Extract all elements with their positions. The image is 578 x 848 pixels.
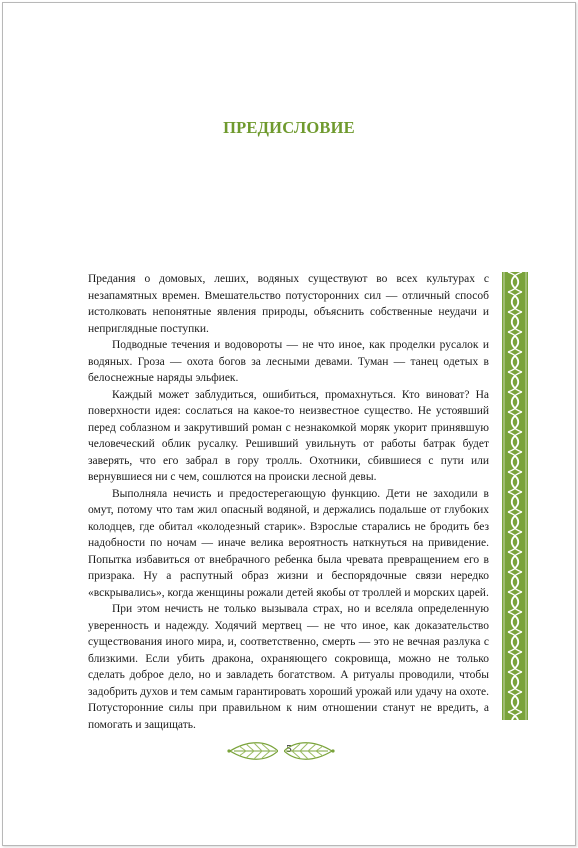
page-number: 5 bbox=[286, 743, 292, 755]
paragraph: При этом нечисть не только вызывала страх, но и вселяла определенную уверенность и надежду. Ходячий мертвец — не что иное, как доказательство существования иного мира, и, соответственно, смерть — это не вечная разлука с близкими. Если убить дракона, охраняющего сокровища, можно не только сделать доброе дело, но и завладеть богатством. А ритуалы проводили, чтобы задобрить духов и тем самым гарантировать хороший урожай или удачу на охоте. Потусторонние силы при правильном к ним отношении станут не вредить, а помогать и защищать. bbox=[88, 603, 489, 731]
paragraph: Выполняла нечисть и предостерегающую функцию. Дети не заходили в омут, потому что там жил опасный водяной, и держались подальше от глубоких колодцев, где обитал «колодезный старик». Взрослые старались не бродить без надобности по ночам — иначе велика вероятность наткнуться на привидение. Попытка избавиться от внебрачного ребенка была чревата превращением его в призрака. Ну а распутный образ жизни и беспорядочные связи нередко «вскрывались», когда женщины рожали детей якобы от троллей и морских царей. bbox=[88, 487, 489, 599]
page-title: ПРЕДИСЛОВИЕ bbox=[223, 118, 355, 137]
paragraph: Каждый может заблудиться, ошибиться, промахнуться. Кто виноват? На поверхности идея: сослаться на какое-то неизвестное существо. Не устоявший перед соблазном и закрутивший роман с незнакомкой моряк укорит принявшую человеческий облик русалку. Решивший увильнуть от работы батрак будет заверять, что его забрал в гору тролль. Охотники, сбившиеся с пути или вернувшиеся ни с чем, сошлются на происки лесной девы. bbox=[88, 388, 489, 483]
body-text bbox=[88, 271, 489, 733]
leaf-flourish-icon bbox=[284, 738, 336, 764]
page-footer bbox=[0, 738, 578, 764]
celtic-knot-band-icon bbox=[502, 272, 528, 720]
paragraph: Предания о домовых, леших, водяных существуют во всех культурах с незапамятных времен. Вмешательство потусторонних сил — отличный способ истолковать непонятные явления природы, объяснить собственные неудачи и неприглядные поступки. bbox=[88, 273, 489, 335]
paragraph: Подводные течения и водовороты — не что иное, как проделки русалок и водяных. Гроза — охота богов за лесными девами. Туман — танец одетых в белоснежные наряды эльфиек. bbox=[88, 339, 489, 384]
